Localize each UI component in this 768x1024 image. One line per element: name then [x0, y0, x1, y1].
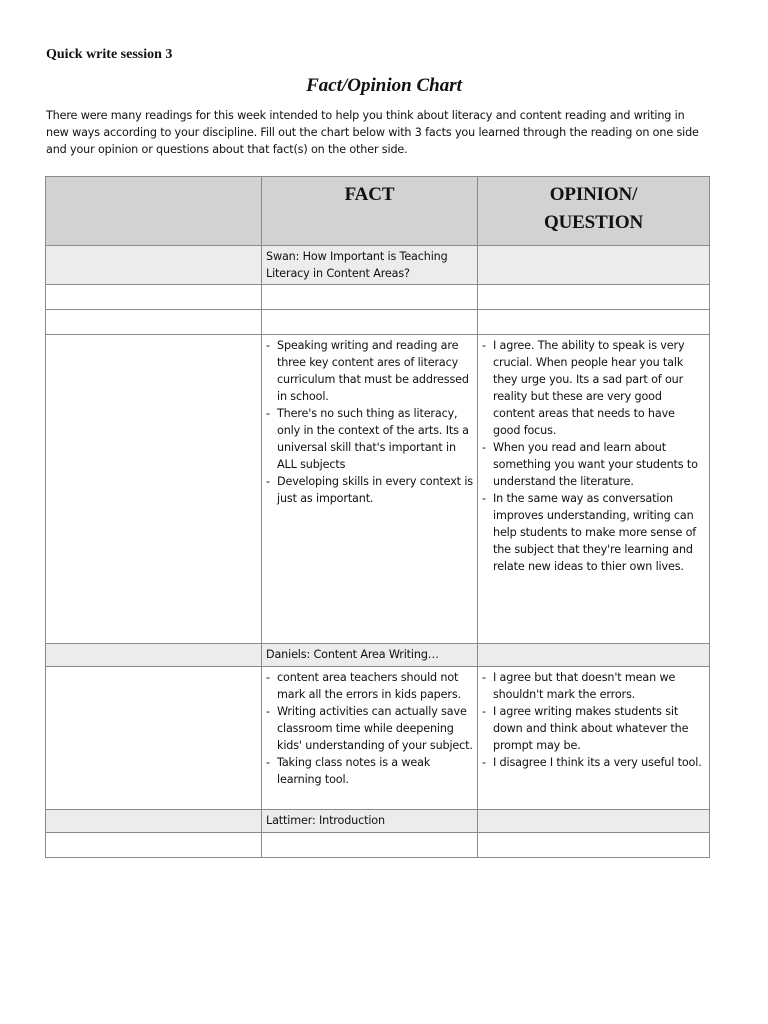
fact-item: - Developing skills in every context is just as important. — [266, 473, 473, 507]
instructions-line: There were many readings for this week intended to help you think about literacy and content reading and writing in — [46, 109, 685, 122]
source-cell — [262, 644, 478, 667]
table-row — [46, 285, 710, 310]
session-label: Quick write session 3 — [46, 47, 173, 62]
opinion-item: - I agree. The ability to speak is very crucial. When people hear you talk they urge you. Its a sad part of our reality but these are very good content areas that needs to have good focus. — [482, 337, 705, 439]
table-cell — [262, 285, 478, 310]
page-title: Fact/Opinion Chart — [306, 75, 462, 96]
fact-item: - content area teachers should not mark all the errors in kids papers. — [266, 669, 473, 703]
table-cell — [478, 810, 710, 833]
instructions-line: and your opinion or questions about that fact(s) on the other side. — [46, 143, 408, 156]
fact-item: - Writing activities can actually save classroom time while deepening kids' understanding of your subject. — [266, 703, 473, 754]
facts-cell — [262, 667, 478, 810]
table-cell — [478, 310, 710, 335]
source-title: Daniels: Content Area Writing… — [266, 648, 439, 661]
table-header-row — [46, 177, 710, 246]
header-opinion-line: QUESTION — [543, 212, 644, 233]
facts-cell — [262, 335, 478, 644]
fact-opinion-table — [45, 176, 710, 858]
header-opinion-line: OPINION/ — [549, 184, 638, 205]
table-cell — [262, 833, 478, 858]
table-cell — [46, 810, 262, 833]
source-title: Lattimer: Introduction — [266, 814, 385, 827]
opinions-cell — [478, 335, 710, 644]
source-cell — [262, 810, 478, 833]
instructions-line: new ways according to your discipline. Fill out the chart below with 3 facts you learned through the reading on one side — [46, 126, 699, 139]
table-row — [46, 310, 710, 335]
table-cell — [46, 310, 262, 335]
table-cell — [46, 246, 262, 285]
table-row — [46, 335, 710, 644]
table-cell — [478, 246, 710, 285]
table-row — [46, 833, 710, 858]
opinion-item: - I agree writing makes students sit down and think about whatever the prompt may be. — [482, 703, 705, 754]
source-cell — [262, 246, 478, 285]
table-cell — [262, 310, 478, 335]
fact-item: - There's no such thing as literacy, only in the context of the arts. Its a universal skill that's important in ALL subjects — [266, 405, 473, 473]
table-cell — [46, 285, 262, 310]
table-cell — [46, 833, 262, 858]
opinion-item: - When you read and learn about something you want your students to understand the literature. — [482, 439, 705, 490]
source-row-daniels — [46, 644, 710, 667]
table-cell — [478, 285, 710, 310]
table-cell — [46, 644, 262, 667]
opinion-item: - I agree but that doesn't mean we shouldn't mark the errors. — [482, 669, 705, 703]
opinion-item: - I disagree I think its a very useful tool. — [482, 754, 705, 771]
source-row-swan — [46, 246, 710, 285]
table-cell — [46, 667, 262, 810]
header-opinion — [478, 177, 710, 246]
opinion-item: - In the same way as conversation improves understanding, writing can help students to make more sense of the subject that they're learning and relate new ideas to thier own lives. — [482, 490, 705, 575]
fact-item: - Speaking writing and reading are three key content ares of literacy curriculum that must be addressed in school. — [266, 337, 473, 405]
opinions-cell — [478, 667, 710, 810]
source-row-lattimer — [46, 810, 710, 833]
header-fact: FACT — [262, 177, 478, 246]
table-cell — [46, 335, 262, 644]
source-title: Swan: How Important is Teaching Literacy in Content Areas? — [266, 250, 448, 280]
table-cell — [478, 644, 710, 667]
instructions — [46, 107, 726, 158]
table-cell — [478, 833, 710, 858]
header-cell-blank — [46, 177, 262, 246]
fact-item: - Taking class notes is a weak learning tool. — [266, 754, 473, 788]
table-row — [46, 667, 710, 810]
